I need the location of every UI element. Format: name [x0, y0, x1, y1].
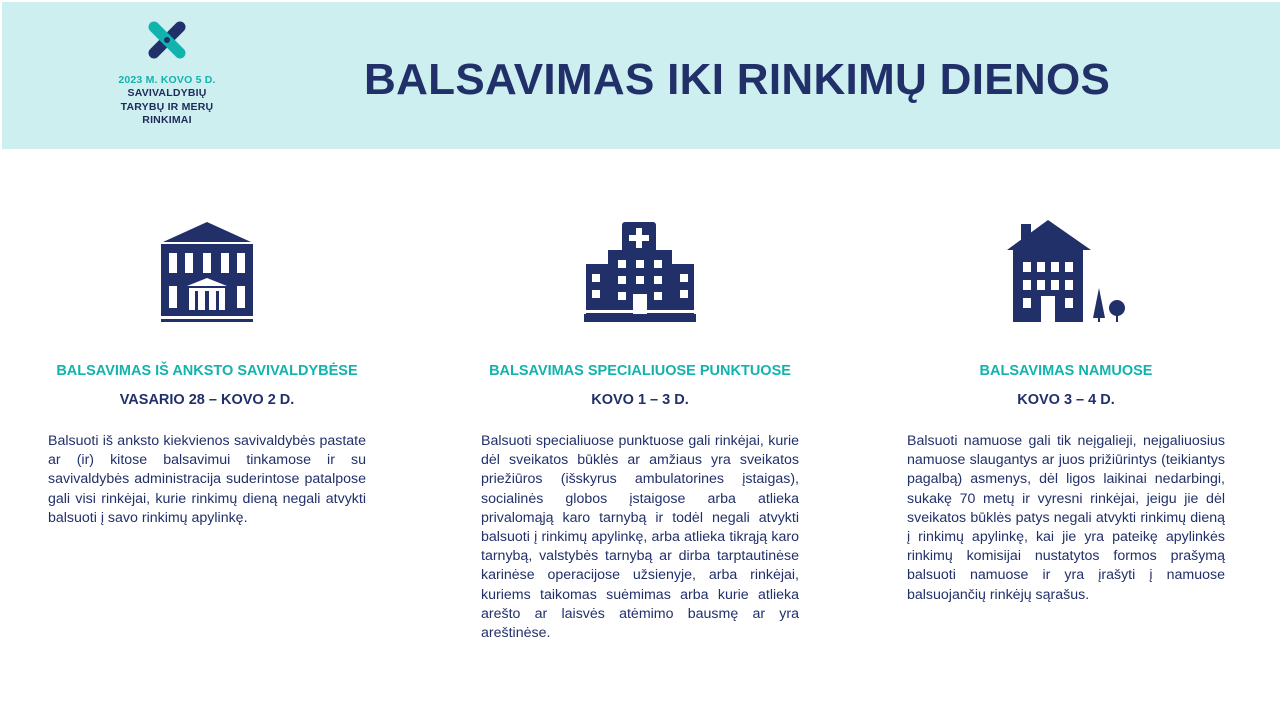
- column-date: KOVO 1 – 3 D.: [591, 392, 689, 408]
- home-voting-column: [907, 212, 1225, 605]
- column-title: BALSAVIMAS IŠ ANKSTO SAVIVALDYBĖSE: [56, 363, 358, 379]
- house-icon: [1007, 220, 1125, 324]
- column-description: Balsuoti specialiuose punktuose gali rinkėjai, kurie dėl sveikatos būklės ar amžiaus yra sveikatos priežiūros (išskyrus ambulatorines įstaigas), socialinės globos įstaigose arba atlieka privalomąją karo tarnybą ir todėl negali atvykti balsuoti į rinkimų apylinkę, arba atlieka tikrąją karo tarnybą, valstybės tarnybą ar dirba tarptautinėse karinėse operacijose užsienyje, arba rinkėjai, kuriems taikomas suėmimas arba kurie atlieka arešto ar laisvės atėmimo bausmę ar yra areštinėse.: [481, 433, 799, 642]
- column-description: Balsuoti namuose gali tik neįgalieji, neįgaliuosius namuose slaugantys ar juos prižiūrintys (teikiantys pagalbą) asmenys, dėl ligos laikinai nedarbingi, sukakę 70 metų ir vyresni rinkėjai, jeigu jie dėl sveikatos būklės patys negali atvykti rinkimų dieną į rinkimų apylinkę, kai jie yra pateikę apylinkės rinkimų komisijai nustatytos formos prašymą balsuoti namuose ir yra įrašyti į namuose balsuojančių rinkėjų sąrašus.: [907, 433, 1225, 603]
- page-title: BALSAVIMAS IKI RINKIMŲ DIENOS: [364, 55, 1111, 104]
- special-points-column: [481, 212, 799, 643]
- early-voting-column: [48, 212, 366, 528]
- column-date: VASARIO 28 – KOVO 2 D.: [119, 392, 295, 408]
- column-description: Balsuoti iš anksto kiekvienos savivaldybės pastate ar (ir) kitose balsavimui tinkamose ir su savivaldybės administracija suderintose patalpose gali visi rinkėjai, kurie rinkimų dieną negali atvykti balsuoti į savo rinkimų apylinkę.: [48, 433, 366, 526]
- logo-line: RINKIMAI: [142, 114, 192, 126]
- logo-line: TARYBŲ IR MERŲ: [120, 100, 214, 113]
- logo-date: 2023 M. KOVO 5 D.: [118, 74, 216, 86]
- header-banner: [2, 2, 1280, 149]
- hospital-icon: [584, 220, 696, 324]
- x-cross-logo-icon: [145, 18, 189, 62]
- column-date: KOVO 3 – 4 D.: [1017, 392, 1115, 408]
- column-title: BALSAVIMAS NAMUOSE: [979, 363, 1153, 379]
- logo-line: SAVIVALDYBIŲ: [127, 87, 207, 99]
- election-logo: [96, 18, 238, 128]
- column-title: BALSAVIMAS SPECIALIUOSE PUNKTUOSE: [489, 363, 791, 379]
- municipality-building-icon: [159, 220, 255, 324]
